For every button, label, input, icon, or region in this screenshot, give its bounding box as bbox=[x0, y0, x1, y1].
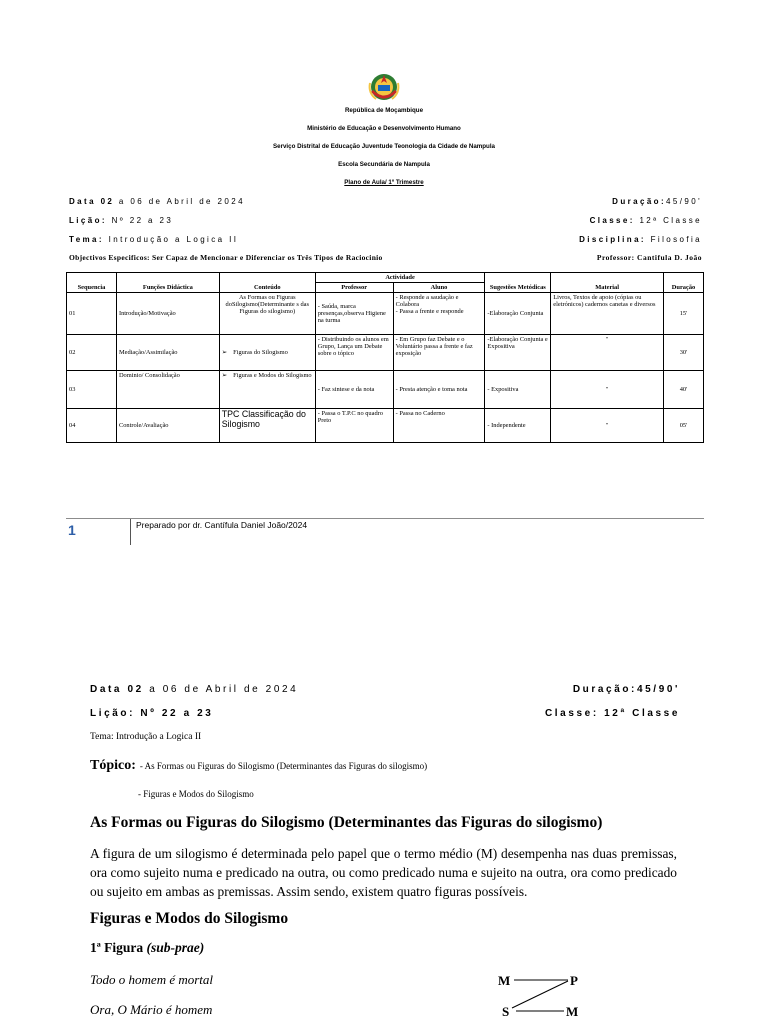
prepared-by: Preparado por dr. Cantífula Daniel João/2024 bbox=[136, 520, 308, 530]
p2-class: Classe: 12ª Classe bbox=[544, 708, 680, 719]
header-ministry: Ministério de Educação e Desenvolvimento Humano bbox=[307, 125, 461, 132]
p2-duration: Duração:45/90' bbox=[572, 684, 680, 695]
row-seq: 03 bbox=[67, 371, 117, 409]
theme-line: Tema: Introdução a Logica II bbox=[69, 235, 239, 244]
header-functions: Funções Didáctica bbox=[116, 273, 219, 293]
header-service: Serviço Distrital de Educação Juventude Teonologia da Cidade de Nampula bbox=[273, 143, 495, 150]
header-material: Material bbox=[551, 273, 664, 293]
header-republic: República de Moçambique bbox=[344, 107, 424, 114]
p2-theme: Tema: Introdução a Logica II bbox=[90, 732, 202, 742]
row-function: Controle/Avaliação bbox=[116, 409, 219, 443]
header-content: Conteúdo bbox=[219, 273, 315, 293]
p2-figure-1 bbox=[90, 940, 204, 956]
row-duration: 30' bbox=[664, 335, 704, 371]
row-content: TPC Classificação do Silogismo bbox=[219, 409, 315, 443]
row-student: - Presta atenção e toma nota bbox=[393, 371, 485, 409]
header-plan: Plano de Aula/ 1º Trimestre bbox=[344, 179, 424, 186]
row-method: - Independente bbox=[485, 409, 551, 443]
p2-topic-item-1: - As Formas ou Figuras do Silogismo (Determinantes das Figuras do silogismo) bbox=[139, 761, 428, 771]
table-row bbox=[67, 409, 704, 443]
p2-lesson: Lição: Nº 22 a 23 bbox=[90, 708, 214, 719]
arrow-bullet-icon: ➢ bbox=[221, 349, 228, 357]
row-method: -Elaboração Conjunta e Expositiva bbox=[485, 335, 551, 371]
row-duration: 15' bbox=[664, 293, 704, 335]
table-row bbox=[67, 293, 704, 335]
date-line: Data 02 a 06 de Abril de 2024 bbox=[69, 197, 245, 206]
p2-figure-1-note: (sub-prae) bbox=[146, 940, 205, 955]
p2-date-line: Data 02 a 06 de Abril de 2024 bbox=[90, 684, 299, 695]
p2-premise-2: Ora, O Mário é homem bbox=[90, 1002, 213, 1017]
row-material: '' bbox=[551, 371, 664, 409]
row-material: Livros, Textos de apoio (cópias ou eletrónicos) cadernos canetas e diversos bbox=[551, 293, 664, 335]
p2-heading-figures: Figuras e Modos do Silogismo bbox=[90, 910, 289, 927]
teacher-line: Professor: Cantifula D. João bbox=[596, 253, 702, 262]
row-function: Mediação/Assimilação bbox=[116, 335, 219, 371]
lesson-line: Lição: Nº 22 a 23 bbox=[69, 216, 174, 225]
diagram-m-top: M bbox=[498, 973, 511, 988]
discipline-line: Disciplina: Filosofia bbox=[579, 235, 702, 244]
row-duration: 40' bbox=[664, 371, 704, 409]
class-line: Classe: 12ª Classe bbox=[589, 216, 702, 225]
footer-divider bbox=[66, 518, 704, 519]
row-seq: 04 bbox=[67, 409, 117, 443]
row-seq: 02 bbox=[67, 335, 117, 371]
coat-of-arms-emblem bbox=[366, 69, 402, 105]
header-student: Aluno bbox=[393, 283, 485, 293]
p2-paragraph: A figura de um silogismo é determinada pelo papel que o termo médio (M) desempenha nas duas premissas, ora como sujeito numa e predicado na outra, ou como predicado numa e sujeito na outra, ora como predicado ou sujeito em ambas as premissas. Assim sendo, existem quatro figuras possíveis. bbox=[90, 846, 677, 899]
row-material: '' bbox=[551, 409, 664, 443]
p2-topic bbox=[90, 756, 427, 774]
row-content: As Formas ou Figuras doSilogismo(Determinante s das Figuras do silogismo) bbox=[219, 293, 315, 335]
p2-heading-forms: As Formas ou Figuras do Silogismo (Determinantes das Figuras do silogismo) bbox=[90, 814, 603, 831]
header-school: Escola Secundária de Nampula bbox=[338, 161, 430, 168]
row-student: - Passa no Caderno bbox=[393, 409, 485, 443]
header-suggestions: Sugestões Metódicas bbox=[485, 273, 551, 293]
page-number: 1 bbox=[68, 522, 76, 538]
row-content-cell bbox=[219, 371, 315, 409]
arrow-bullet-icon: ➢ bbox=[221, 372, 228, 380]
syllogism-figure-diagram bbox=[496, 970, 586, 1024]
row-function: Dominio/ Consolidação bbox=[116, 371, 219, 409]
row-teacher: - Faz sintese e da nota bbox=[315, 371, 393, 409]
duration-line: Duração:45/90' bbox=[612, 197, 702, 206]
row-method: - Expositiva bbox=[485, 371, 551, 409]
row-content-cell bbox=[219, 335, 315, 371]
header-duration: Duração bbox=[664, 273, 704, 293]
objectives-line: Objectivos Especificos: Ser Capaz de Mencionar e Diferenciar os Três Tipos de Raciocinio bbox=[69, 253, 383, 262]
p2-premise-1: Todo o homem é mortal bbox=[90, 972, 214, 987]
row-function: Introdução/Motivação bbox=[116, 293, 219, 335]
p2-topic-item-2: - Figuras e Modos do Silogismo bbox=[138, 789, 254, 799]
table-row bbox=[67, 335, 704, 371]
row-method: -Elaboração Conjunta bbox=[485, 293, 551, 335]
row-teacher: - Saúda, marca presenças,observa Higiene na turma bbox=[315, 293, 393, 335]
header-sequence: Sequencia bbox=[67, 273, 117, 293]
row-teacher: - Distribuindo os alunos em Grupo, Lança um Debate sobre o tópico bbox=[315, 335, 393, 371]
diagram-s: S bbox=[502, 1004, 510, 1019]
row-teacher: - Passa o T.P.C no quadro Preto bbox=[315, 409, 393, 443]
diagram-p: P bbox=[570, 973, 578, 988]
footer-separator bbox=[130, 519, 131, 545]
header-teacher: Professor bbox=[315, 283, 393, 293]
diagram-m-bottom: M bbox=[566, 1004, 579, 1019]
row-student: - Responde a saudação e Colabora - Passa a frente e responde bbox=[393, 293, 485, 335]
lesson-plan-table bbox=[66, 272, 704, 443]
p2-figure-1-label: 1ª Figura bbox=[90, 940, 144, 955]
row-duration: 05' bbox=[664, 409, 704, 443]
p2-topic-label: Tópico: bbox=[90, 758, 136, 773]
row-material: '' bbox=[551, 335, 664, 371]
header-activity: Actividade bbox=[315, 273, 485, 283]
row-content: Figuras e Modos do Silogismo bbox=[233, 372, 312, 380]
row-content: Figuras do Silogismo bbox=[233, 349, 288, 357]
table-row bbox=[67, 371, 704, 409]
row-student: - Em Grupo faz Debate e o Voluntário passa a frente e faz exposição bbox=[393, 335, 485, 371]
row-seq: 01 bbox=[67, 293, 117, 335]
